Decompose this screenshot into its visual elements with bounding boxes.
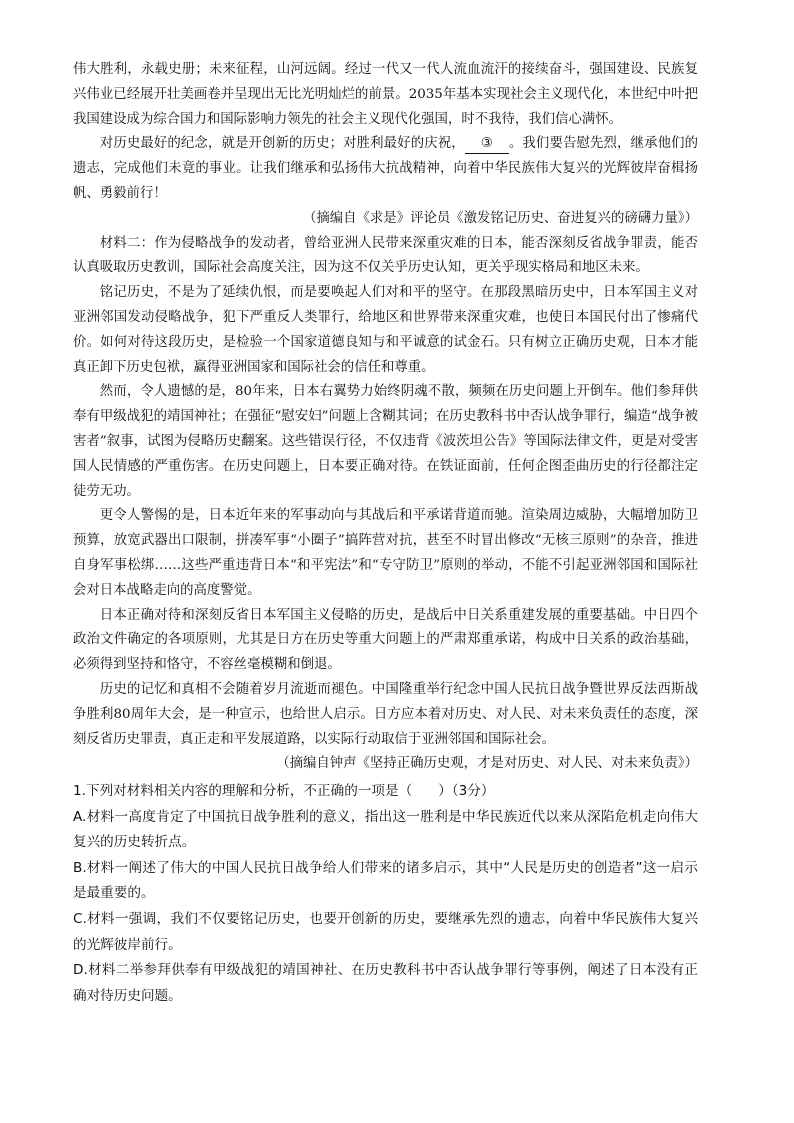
material-two-intro: 材料二：作为侵略战争的发动者，曾给亚洲人民带来深重灾难的日本，能否深刻反省战争罪责，能否认真吸取历史教训，国际社会高度关注，因为这不仅关乎历史认知，更关乎现实格局和地区未来。 [73, 235, 698, 276]
question-stem [73, 779, 698, 805]
material-two-source: （摘编自钟声《坚持正确历史观，才是对历史、对人民、对未来负责》） [276, 756, 698, 772]
material-two-paragraph-2: 铭记历史，不是为了延续仇恨，而是要唤起人们对和平的坚守。在那段黑暗历史中，日本军国主义对亚洲邻国发动侵略战争，犯下严重反人类罪行，给地区和世界带来深重灾难，也使日本国民付出了惨痛代价。如何对待这段历史，是检验一个国家道德良知与和平诚意的试金石。只有树立正确历史观，日本才能真正卸下历史包袱，赢得亚洲国家和国际社会的信任和尊重。 [73, 285, 698, 375]
material-one-paragraph-1: 伟大胜利，永载史册；未来征程，山河远阔。经过一代又一代人流血流汗的接续奋斗，强国建设、民族复兴伟业已经展开壮美画卷并呈现出无比光明灿烂的前景。2035年基本实现社会主义现代化，本世纪中叶把我国建设成为综合国力和国际影响力领先的社会主义现代化强国，时不我待，我们信心满怀。 [73, 62, 698, 127]
paragraph-2-text-before: 对历史最好的纪念，就是开创新的历史；对胜利最好的庆祝， [99, 136, 465, 152]
material-two-paragraph-6: 历史的记忆和真相不会随着岁月流逝而褪色。中国隆重举行纪念中国人民抗日战争暨世界反法西斯战争胜利80周年大会，是一种宣示，也给世人启示。日方应本着对历史、对人民、对未来负责任的态度，深刻反省历史罪责，真正走和平发展道路，以实际行动取信于亚洲邻国和国际社会。 [73, 681, 698, 747]
material-two-paragraph-4: 更令人警惕的是，日本近年来的军事动向与其战后和平承诺背道而驰。渲染周边威胁，大幅增加防卫预算，放宽武器出口限制，拼凑军事“小圈子”搞阵营对抗，甚至不时冒出修改“无核三原则”的杂音，推进自身军事松绑……这些严重违背日本“和平宪法”和“专守防卫”原则的举动，不能不引起亚洲邻国和国际社会对日本战略走向的高度警觉。 [73, 508, 698, 598]
material-two-paragraph-3: 然而，令人遗憾的是，80年来，日本右翼势力始终阴魂不散，频频在历史问题上开倒车。他们参拜供奉有甲级战犯的靖国神社；在强征“慰安妇”问题上含糊其词；在历史教科书中否认战争罪行，编造“战争被害者”叙事，试图为侵略历史翻案。这些错误行径，不仅违背《波茨坦公告》等国际法律文件，更是对受害国人民情感的严重伤害。在历史问题上，日本要正确对待。在铁证面前，任何企图歪曲历史的行径都注定徒劳无功。 [73, 384, 698, 499]
material-one-source: （摘编自《求是》评论员《激发铭记历史、奋进复兴的磅礴力量》） [302, 210, 698, 226]
option-d: D.材料二举参拜供奉有甲级战犯的靖国神社、在历史教科书中否认战争罪行等事例，阐述了日本没有正确对待历史问题。 [73, 962, 698, 1004]
reading-passage [73, 58, 698, 777]
question-1 [73, 779, 698, 1009]
option-b: B.材料一阐述了伟大的中国人民抗日战争给人们带来的诸多启示，其中“人民是历史的创造者”这一启示是最重要的。 [73, 859, 698, 902]
question-stem-text: 1.下列对材料相关内容的理解和分析，不正确的一项是（ [73, 783, 413, 800]
paragraph-2-text-after: 。我们要告慰先烈，继承他们的遗志，完成他们未竟的事业。让我们继承和弘扬伟大抗战精神，向着中华民族伟大复兴的光辉彼岸奋楫扬帆、勇毅前行！ [73, 136, 699, 201]
question-score: ）（3分） [438, 783, 495, 800]
material-one-paragraph-2 [73, 132, 698, 206]
material-two-paragraph-5: 日本正确对待和深刻反省日本军国主义侵略的历史，是战后中日关系重建发展的重要基础。中日四个政治文件确定的各项原则，尤其是日方在历史等重大问题上的严肃郑重承诺，构成中日关系的政治基础，必须得到坚持和恪守，不容丝毫模糊和倒退。 [73, 607, 698, 673]
fill-blank-3: ③ [465, 135, 509, 154]
option-c: C.材料一强调，我们不仅要铭记历史，也要开创新的历史，要继承先烈的遗志，向着中华民族伟大复兴的光辉彼岸前行。 [73, 911, 698, 953]
option-a: A.材料一高度肯定了中国抗日战争胜利的意义，指出这一胜利是中华民族近代以来从深陷危机走向伟大复兴的历史转折点。 [73, 808, 698, 851]
